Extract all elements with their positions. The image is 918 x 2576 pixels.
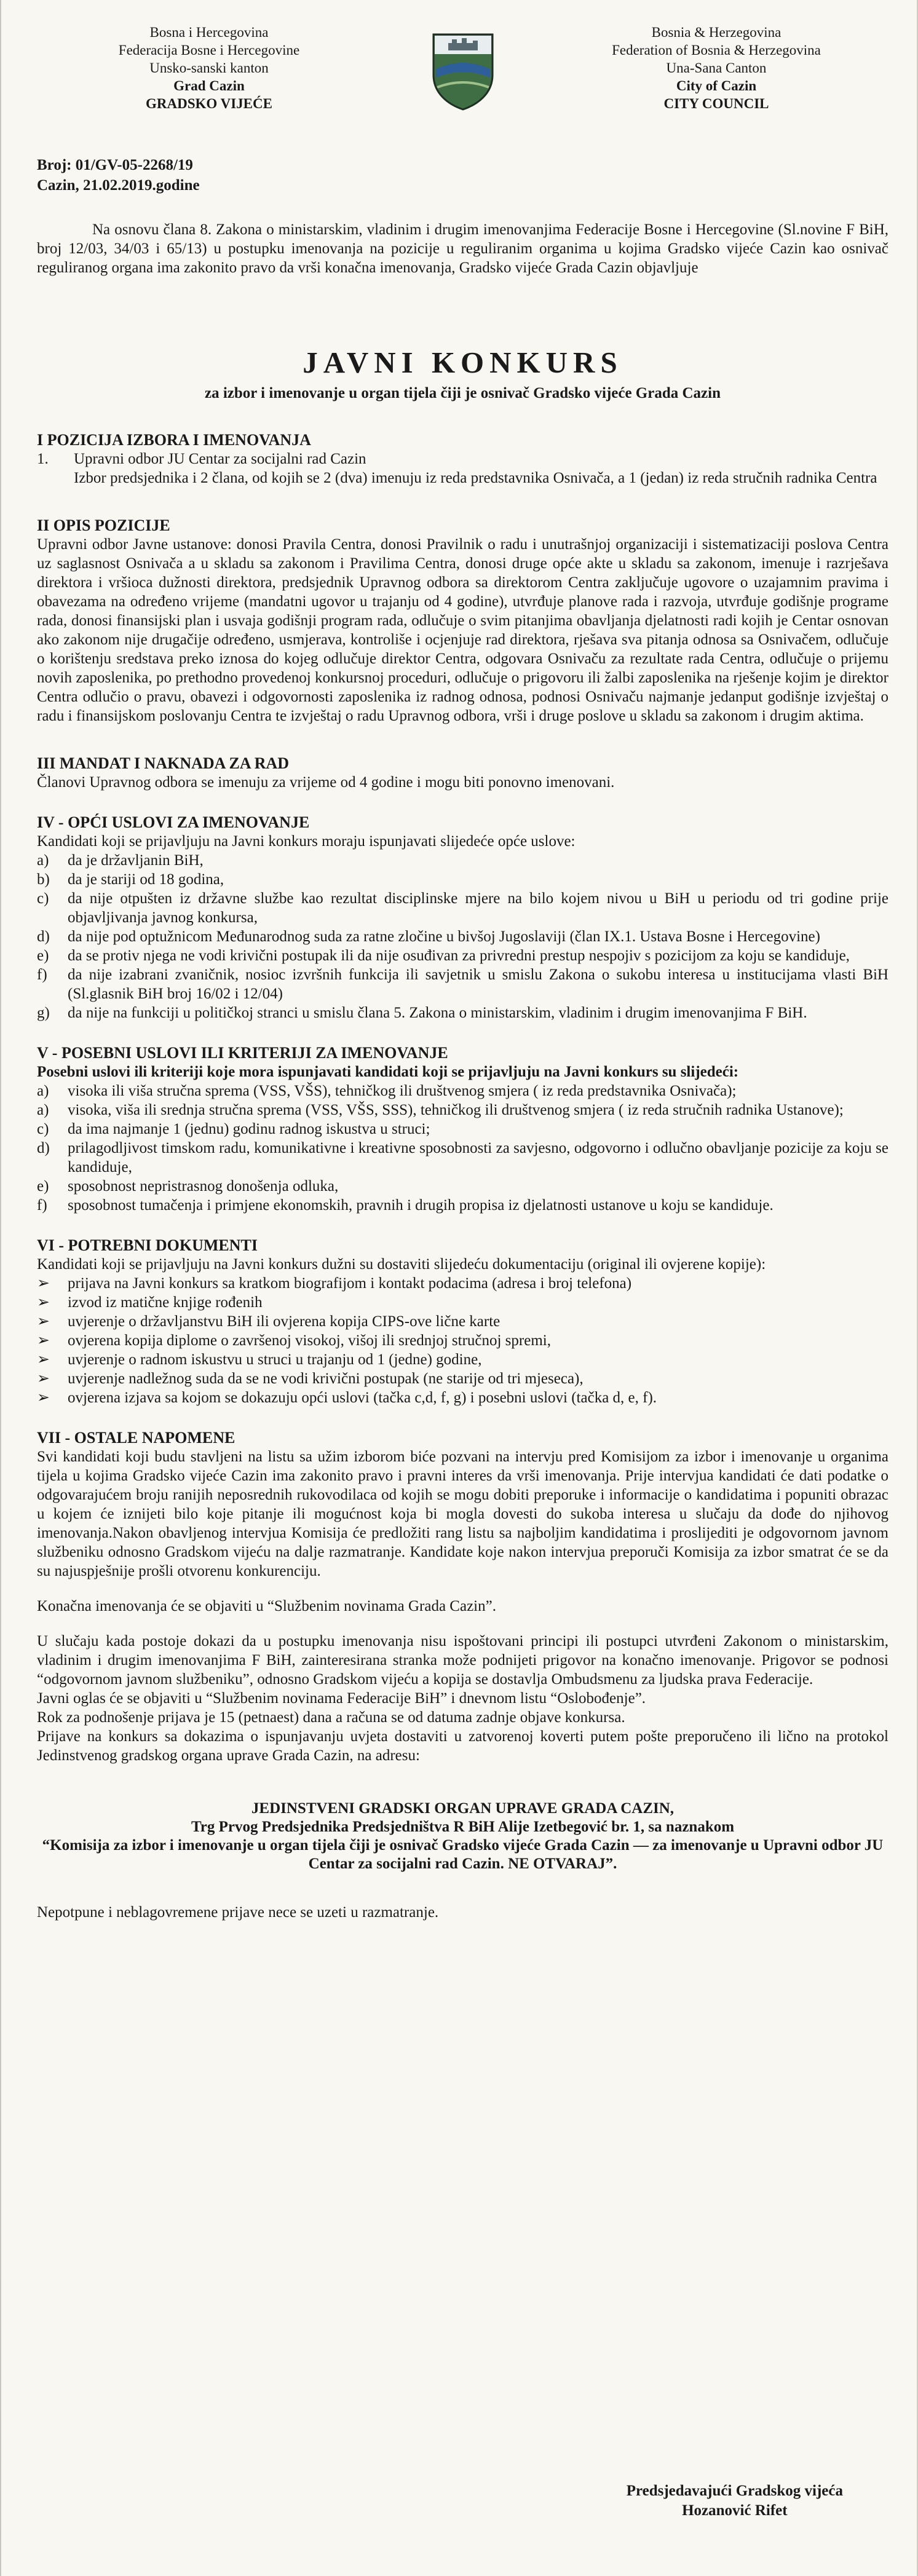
list-item: ➢ izvod iz matične knjige rođenih <box>37 1294 263 1311</box>
reference-number: Broj: 01/GV-05-2268/19 <box>37 157 193 173</box>
position-title: Upravni odbor JU Centar za socijalni rad Cazin <box>74 451 366 467</box>
list-item: f) sposobnost tumačenja i primjene ekonomskih, pravnih i drugih propisa iz djelatnosti ustanove u koju se kandiduje. <box>37 1197 774 1214</box>
incomplete-applications-note: Nepotpune i neblagovremene prijave nece se uzeti u razmatranje. <box>37 1904 439 1921</box>
header-country-en: Bosnia & Herzegovina <box>651 25 781 40</box>
header-federation-en: Federation of Bosnia & Herzegovina <box>612 42 821 58</box>
list-item: c) da ima najmanje 1 (jednu) godinu radnog iskustva u struci; <box>37 1121 430 1137</box>
section-4-heading: IV - OPĆI USLOVI ZA IMENOVANJE <box>37 813 310 831</box>
signature-role: Predsjedavajući Gradskog vijeća <box>626 2483 843 2499</box>
list-item: e) sposobnost nepristrasnog donošenja odluka, <box>37 1178 339 1195</box>
section-6-heading: VI - POTREBNI DOKUMENTI <box>37 1236 258 1254</box>
documents-list <box>37 1274 888 1407</box>
list-item: d) da nije pod optužnicom Međunarodnog suda za ratne zločine u bivšoj Jugoslaviji (član IX.1. Ustava Bosne i Hercegovine) <box>37 928 820 945</box>
header-canton: Unsko-sanski kanton <box>149 60 269 76</box>
header-council: GRADSKO VIJEĆE <box>146 96 272 111</box>
list-item: g) da nije na funkciji u političkoj stranci u smislu člana 5. Zakona o ministarskim, vladinim i drugim imenovanjima F BiH. <box>37 1005 807 1021</box>
address-street: Trg Prvog Predsjednika Predsjedništva R BiH Alije Izetbegović br. 1, sa naznakom <box>191 1819 735 1835</box>
section-3-heading: III MANDAT I NAKNADA ZA RAD <box>37 754 290 772</box>
list-item: ➢ prijava na Javni konkurs sa kratkom biografijom i kontakt podacima (adresa i broj telefona) <box>37 1275 632 1292</box>
section-7-announcement-line: Javni oglas će se objaviti u “Službenim novinama Federacije BiH” i dnevnom listu “Oslobođenje”. <box>37 1690 646 1707</box>
arrow-bullet-icon: ➢ <box>37 1351 50 1368</box>
arrow-bullet-icon: ➢ <box>37 1389 50 1406</box>
list-item: b) da je stariji od 18 godina, <box>37 871 224 888</box>
arrow-bullet-icon: ➢ <box>37 1370 50 1387</box>
list-item: d) prilagodljivost timskom radu, komunikativne i kreativne sposobnosti za savjesno, odgovorno i odlučno obavljanje pozicije za koju se kandiduje, <box>37 1140 888 1175</box>
section-2-text: Upravni odbor Javne ustanove: donosi Pravila Centra, donosi Pravilnik o radu i unutrašnjoj organizaciji i sistematizaciji poslova Centra uz saglasnost Osnivača a u skladu sa zakonom i Pravilima Centra, donosi druge opće akte u skladu sa zakonom, imenuje i razrješava direktora i vršioca dužnosti direktora, predsjednik Upravnog odbora sa direktorom Centra zaključuje ugovore o uzajamnim pravima i obavezama na određeno vrijeme (mandatni ugovor u trajanju od 4 godine), utvrđuje planove rada i razvoja, utvrđuje godišnje programe rada, donosi finansijski plan i usvaja godišnji program rada, odlučuje o svim pitanjima obavljanja djelatnosti radi kojih je Centar osnovan ako zakonom nije drugačije određeno, usmjerava, kontroliše i ocjenjuje rad direktora, rješava sva pitanja odnosa sa Osnivačem, odlučuje o korištenju sredstava preko iznosa do kojeg odlučuje direktor Centra, odgovara Osnivaču za rezultate rada Centra, odlučuje o prijemu novih zaposlenika, po prethodno provedenoj konkursnoj proceduri, odlučuje o prigovoru ili žalbi zaposlenika na rješenje kojim je direktor Centra odlučio o pravu, obavezi i odgovornosti zaposlenika iz radnog odnosa, podnosi Osnivaču najmanje jedanput godišnje izvještaj o radu i finansijskom poslovanju Centra te izvještaj o radu Upravnog odbora, vrši i druge poslove u skladu sa zakonom i drugim aktima. <box>37 536 888 724</box>
list-item: ➢ ovjerena izjava sa kojom se dokazuju opći uslovi (tačka c,d, f, g) i posebni uslovi (tačka d, e, f). <box>37 1389 657 1406</box>
letterhead-right <box>544 23 888 113</box>
signature-name: Hozanović Rifet <box>682 2502 788 2519</box>
section-4-lead: Kandidati koji se prijavljuju na Javni konkurs moraju ispunjavati slijedeće opće uslove: <box>37 833 576 850</box>
reference-date: Cazin, 21.02.2019.godine <box>37 177 200 194</box>
section-7-deadline-line: Rok za podnošenje prijava je 15 (petnaest) dana a računa se od datuma zadnje objave konkursa. <box>37 1709 625 1726</box>
arrow-bullet-icon: ➢ <box>37 1275 50 1292</box>
list-item: ➢ uvjerenje nadležnog suda da se ne vodi krivični postupak (ne starije od tri mjeseca), <box>37 1370 584 1387</box>
section-7-objection-paragraph: U slučaju kada postoje dokazi da u postupku imenovanja nisu ispoštovani principi ili postupci utvrđeni Zakonom o ministarskim, vladinim i drugim imenovanjima F BiH, zainteresirana stranka može podnijeti prigovor na konačno imenovanje. Prigovor se podnosi “odgovornom javnom službeniku”, odnosno Gradskom vijeću a kopija se dostavlja Ombudsmenu za ljudska prava Federacije. <box>37 1633 888 1688</box>
header-country: Bosna i Hercegovina <box>149 25 269 40</box>
section-2-heading: II OPIS POZICIJE <box>37 516 170 534</box>
header-city-en: City of Cazin <box>676 78 757 93</box>
header-city: Grad Cazin <box>173 78 245 93</box>
section-3-text: Članovi Upravnog odbora se imenuju za vrijeme od 4 godine i mogu biti ponovno imenovani. <box>37 774 615 791</box>
section-6-lead: Kandidati koji se prijavljuju na Javni konkurs dužni su dostaviti slijedeću dokumentaciju (original ili ovjerene kopije): <box>37 1256 766 1273</box>
list-item: f) da nije izabrani zvaničnik, nosioc izvršnih funkcija ili savjetnik u smislu Zakona o sukobu interesa u institucijama vlasti BiH (Sl.glasnik BiH broj 16/02 i 12/04) <box>37 966 888 1002</box>
section-7-publication-paragraph: Konačna imenovanja će se objaviti u “Službenim novinama Grada Cazin”. <box>37 1598 496 1614</box>
general-conditions-list <box>37 851 888 1022</box>
list-item: ➢ uvjerenje o radnom iskustvu u struci u trajanju od 1 (jedne) godine, <box>37 1351 482 1368</box>
letterhead-left <box>37 23 381 113</box>
position-number: 1. <box>37 451 49 467</box>
arrow-bullet-icon: ➢ <box>37 1332 50 1349</box>
list-item: a) da je državljanin BiH, <box>37 852 204 869</box>
list-item: a) visoka, viša ili srednja stručna sprema (VSS, VŠS, SSS), tehničkog ili društvenog smjera ( iz reda stručnih radnika Ustanove); <box>37 1102 844 1118</box>
coat-of-arms-icon <box>430 32 496 111</box>
notice-subtitle: za izbor i imenovanje u organ tijela čiji je osnivač Gradsko vijeće Grada Cazin <box>204 385 721 401</box>
submission-address <box>37 1800 888 1873</box>
list-item: ➢ uvjerenje o državljanstvu BiH ili ovjerena kopija CIPS-ove lične karte <box>37 1313 501 1330</box>
list-item: c) da nije otpušten iz državne službe kao rezultat disciplinske mjere na bilo kojem nivou u BiH u periodu od tri godine prije objavljivanja javnog konkursa, <box>37 890 888 926</box>
reference-block <box>37 155 888 196</box>
section-5-heading: V - POSEBNI USLOVI ILI KRITERIJI ZA IMENOVANJE <box>37 1044 448 1062</box>
intro-paragraph: Na osnovu člana 8. Zakona o ministarskim, vladinim i drugim imenovanjima Federacije Bosne i Hercegovine (Sl.novine F BiH, broj 12/03, 34/03 i 65/13) u postupku imenovanja na pozicije u reguliranim organima u kojima Gradsko vijeće Cazin kao osnivač reguliranog organa ima zakonito pravo da vrši konačna imenovanja, Gradsko vijeće Grada Cazin objavljuje <box>37 221 888 276</box>
position-item <box>37 449 888 488</box>
notice-title: JAVNI KONKURS <box>303 346 623 379</box>
special-conditions-list <box>37 1081 888 1215</box>
section-5-lead: Posebni uslovi ili kriteriji koje mora ispunjavati kandidati koji se prijavljuju na Javni konkurs su slijedeći: <box>37 1064 739 1080</box>
address-marking: “Komisija za izbor i imenovanje u organ tijela čiji je osnivač Gradsko vijeće Grada Cazin — za imenovanje u Upravni odbor JU Centar za socijalni rad Cazin. NE OTVARAJ”. <box>42 1837 884 1872</box>
section-7-interview-paragraph: Svi kandidati koji budu stavljeni na listu sa užim izborom biće pozvani na intervju pred Komisijom za izbor i imenovanje u organima tijela u kojima Gradsko vijeće Cazin ima zakonito pravo i pravni interes da vrši imenovanja. Prije intervjua kandidati će dati podatke o odgovarajućem broju ranijih neposrednih rukovodilaca od kojih se mogu dobiti preporuke i informacije o kandidatima i popuniti obrazac u kojem će iznijeti bilo koje pitanje ili mogućnost koja bi mogla dovesti do sukoba interesa u slučaju da dođe do njihovog imenovanja.Nakon obavljenog intervjua Komisija će predložiti rang listu sa najboljim kandidatima i proslijediti je odgovornom javnom službeniku odnosno Gradskom vijeću na dalje razmatranje. Kandidate koje nakon intervjua preporuči Komisija za izbor smatrat će se da su najuspješnije prošli otvorenu konkurenciju. <box>37 1448 888 1579</box>
list-item: a) visoka ili viša stručna sprema (VSS, VŠS), tehničkog ili društvenog smjera ( iz reda predstavnika Osnivača); <box>37 1083 737 1099</box>
header-federation: Federacija Bosne i Hercegovine <box>118 42 300 58</box>
signature-block <box>627 2481 843 2521</box>
address-office: JEDINSTVENI GRADSKI ORGAN UPRAVE GRADA CAZIN, <box>251 1800 675 1817</box>
position-detail: Izbor predsjednika i 2 člana, od kojih se 2 (dva) imenuju iz reda predstavnika Osnivača, a 1 (jedan) iz reda stručnih radnika Centra <box>74 470 877 486</box>
letterhead <box>37 23 888 154</box>
list-item: ➢ ovjerena kopija diplome o završenoj visokoj, višoj ili srednjoj stručnoj spremi, <box>37 1332 551 1349</box>
section-7-submission-paragraph: Prijave na konkurs sa dokazima o ispunjavanju uvjeta dostaviti u zatvorenoj koverti putem pošte preporučeno ili lično na protokol Jedinstvenog gradskog organa uprave Grada Cazin, na adresu: <box>37 1728 888 1764</box>
arrow-bullet-icon: ➢ <box>37 1294 50 1311</box>
section-7-heading: VII - OSTALE NAPOMENE <box>37 1429 235 1447</box>
arrow-bullet-icon: ➢ <box>37 1313 50 1330</box>
section-1-heading: I POZICIJA IZBORA I IMENOVANJA <box>37 431 311 449</box>
list-item: e) da se protiv njega ne vodi krivični postupak ili da nije osuđivan za privredni prestup nespojiv s pozicijom za koju se kandiduje, <box>37 947 850 964</box>
header-canton-en: Una-Sana Canton <box>666 60 767 76</box>
header-council-en: CITY COUNCIL <box>663 96 769 111</box>
